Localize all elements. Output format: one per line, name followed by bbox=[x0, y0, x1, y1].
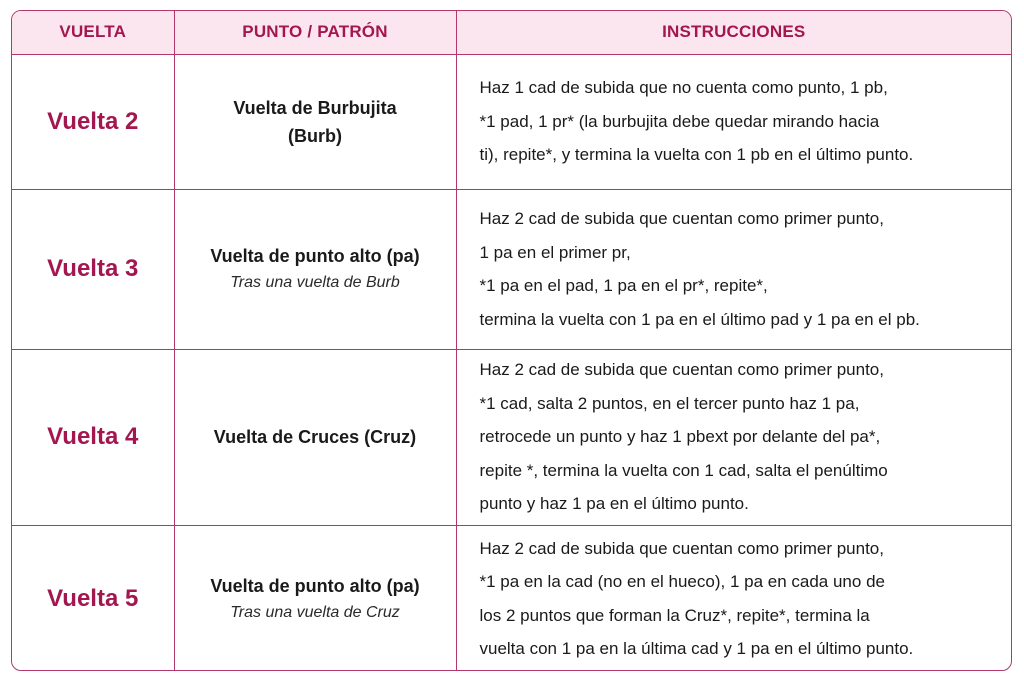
instruction-line: *1 pad, 1 pr* (la burbujita debe quedar mirando hacia bbox=[479, 111, 880, 131]
instructions-cell bbox=[456, 189, 1011, 349]
instruction-line: *1 pa en la cad (no en el hueco), 1 pa en cada uno de bbox=[479, 572, 885, 592]
header-instructions: INSTRUCCIONES bbox=[456, 11, 1011, 54]
instruction-line: 1 pa en el primer pr, bbox=[479, 242, 631, 262]
pattern-name-line: Vuelta de Cruces (Cruz) bbox=[213, 427, 417, 447]
instruction-line: *1 pa en el pad, 1 pa en el pr*, repite*, bbox=[479, 276, 768, 295]
round-cell: Vuelta 3 bbox=[12, 189, 174, 349]
header-round: VUELTA bbox=[12, 11, 174, 54]
instruction-line: Haz 2 cad de subida que cuentan como primer punto, bbox=[479, 209, 884, 228]
instruction-line: retrocede un punto y haz 1 pbext por delante del pa*, bbox=[479, 427, 881, 447]
pattern-note: Tras una vuelta de Cruz bbox=[230, 603, 400, 621]
table-row bbox=[12, 189, 1011, 349]
instructions-cell bbox=[456, 525, 1011, 671]
instruction-line: repite *, termina la vuelta con 1 cad, salta el penúltimo bbox=[479, 460, 888, 480]
pattern-name-line: Vuelta de punto alto (pa) bbox=[210, 246, 420, 266]
header-pattern: PUNTO / PATRÓN bbox=[174, 11, 456, 54]
table-row bbox=[12, 525, 1011, 671]
pattern-cell bbox=[174, 189, 456, 349]
table-header-row bbox=[12, 11, 1011, 54]
instruction-line: vuelta con 1 pa en la última cad y 1 pa en el último punto. bbox=[479, 639, 914, 659]
round-cell: Vuelta 5 bbox=[12, 525, 174, 671]
stitch-pattern-table bbox=[11, 10, 1012, 671]
round-cell: Vuelta 2 bbox=[12, 54, 174, 189]
instruction-line: Haz 1 cad de subida que no cuenta como punto, 1 pb, bbox=[479, 78, 888, 98]
pattern-cell bbox=[174, 349, 456, 525]
instruction-line: Haz 2 cad de subida que cuentan como primer punto, bbox=[479, 538, 884, 558]
instruction-line: los 2 puntos que forman la Cruz*, repite*, termina la bbox=[479, 605, 870, 625]
table-row bbox=[12, 349, 1011, 525]
instructions-cell bbox=[456, 54, 1011, 189]
instructions-cell bbox=[456, 349, 1011, 525]
instruction-line: Haz 2 cad de subida que cuentan como primer punto, bbox=[479, 360, 884, 380]
pattern-name-line: Vuelta de punto alto (pa) bbox=[210, 575, 420, 596]
pattern-name-line: (Burb) bbox=[288, 125, 342, 146]
round-cell: Vuelta 4 bbox=[12, 349, 174, 525]
pattern-note: Tras una vuelta de Burb bbox=[230, 274, 400, 291]
instruction-line: termina la vuelta con 1 pa en el último pad y 1 pa en el pb. bbox=[479, 309, 920, 329]
pattern-table bbox=[12, 11, 1011, 671]
instruction-line: punto y haz 1 pa en el último punto. bbox=[479, 494, 749, 514]
pattern-name-line: Vuelta de Burbujita bbox=[233, 97, 397, 118]
table-row bbox=[12, 54, 1011, 189]
instruction-line: *1 cad, salta 2 puntos, en el tercer punto haz 1 pa, bbox=[479, 393, 860, 413]
instruction-line: ti), repite*, y termina la vuelta con 1 pb en el último punto. bbox=[479, 145, 914, 165]
pattern-cell bbox=[174, 54, 456, 189]
pattern-cell bbox=[174, 525, 456, 671]
